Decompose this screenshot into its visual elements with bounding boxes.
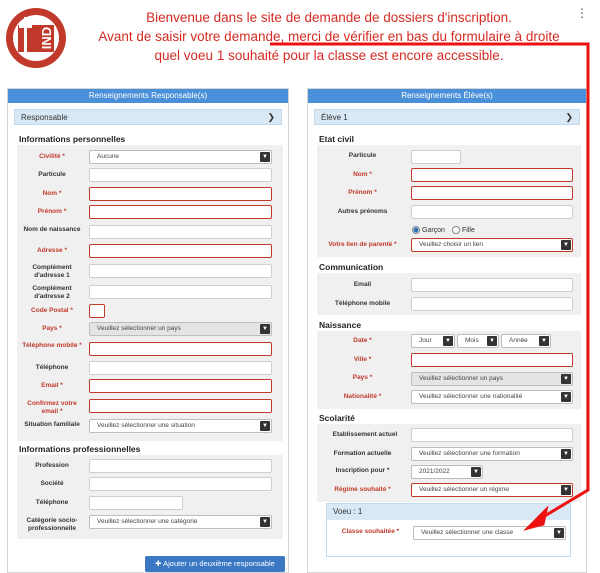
radio-selected-icon	[412, 226, 420, 234]
fille-label: Fille	[462, 226, 475, 234]
classe-select[interactable]	[413, 526, 566, 540]
chevron-down-icon[interactable]: ❯	[267, 112, 275, 122]
nationalite-select[interactable]	[411, 390, 573, 404]
inscription-select[interactable]	[411, 465, 483, 479]
eleve-pays-label: Pays *	[352, 374, 373, 381]
nom-input[interactable]	[89, 187, 272, 201]
situation-select[interactable]	[89, 419, 272, 433]
particule-label: Particule	[38, 171, 66, 178]
dropdown-arrow-icon: ▼	[260, 152, 270, 162]
eleve-panel-title: Renseignements Élève(s)	[308, 89, 586, 103]
dropdown-arrow-icon: ▼	[561, 374, 571, 384]
dropdown-arrow-icon: ▼	[260, 324, 270, 334]
prenom-label: Prénom *	[37, 208, 67, 215]
dropdown-arrow-icon: ▼	[561, 449, 571, 459]
situation-label: Situation familiale	[24, 421, 80, 428]
prenom-input[interactable]	[89, 205, 272, 219]
adresse-label: Adresse *	[37, 247, 67, 254]
autres-prenoms-label: Autres prénoms	[337, 208, 388, 215]
adresse-input[interactable]	[89, 244, 272, 258]
telephone-label: Téléphone	[35, 364, 69, 371]
pro-telephone-input[interactable]	[89, 496, 183, 510]
nom-label: Nom *	[42, 190, 62, 197]
autres-prenoms-input[interactable]	[411, 205, 573, 219]
civilite-select[interactable]	[89, 150, 272, 164]
eleve-tel-label: Téléphone mobile	[334, 300, 391, 307]
mois-value: Mois	[465, 337, 479, 344]
eleve-nom-input[interactable]	[411, 168, 573, 182]
dropdown-arrow-icon: ▼	[554, 528, 564, 538]
eleve-email-label: Email	[353, 281, 372, 288]
dropdown-arrow-icon: ▼	[539, 336, 549, 346]
telephone-input[interactable]	[89, 361, 272, 375]
code-postal-label: Code Postal *	[31, 307, 73, 314]
complement1-input[interactable]	[89, 264, 272, 278]
formation-select[interactable]	[411, 447, 573, 461]
pays-label: Pays *	[42, 325, 62, 332]
notice-line-2: Avant de saisir votre demande, merci de vérifier en bas du formulaire à droite	[98, 29, 560, 44]
tel-mobile-input[interactable]	[89, 342, 272, 356]
date-label: Date *	[353, 337, 372, 344]
annee-select[interactable]	[501, 334, 551, 348]
responsable-panel-title: Renseignements Responsable(s)	[8, 89, 288, 103]
pays-select[interactable]	[89, 322, 272, 336]
formation-value: Veuillez sélectionner une formation	[419, 450, 520, 457]
dropdown-arrow-icon: ▼	[561, 485, 571, 495]
tel-mobile-label: Téléphone mobile *	[22, 342, 82, 349]
scolarite-title: Scolarité	[319, 413, 355, 423]
eleve-particule-label: Particule	[348, 152, 377, 159]
formation-label: Formation actuelle	[333, 450, 392, 457]
eleve-tel-input[interactable]	[411, 297, 573, 311]
inscription-label: Inscription pour *	[335, 467, 390, 474]
complement2-input[interactable]	[89, 285, 272, 299]
eleve-subheader[interactable]	[314, 109, 580, 125]
dropdown-arrow-icon: ▼	[260, 421, 270, 431]
chevron-down-icon[interactable]: ❯	[565, 112, 573, 122]
nom-naissance-input[interactable]	[89, 225, 272, 239]
complement2-label: Complément d'adresse 2	[32, 285, 72, 300]
code-postal-input[interactable]	[89, 304, 105, 318]
radio-fille[interactable]	[452, 226, 475, 234]
regime-label: Régime souhaité *	[334, 486, 391, 493]
etat-civil-title: Etat civil	[319, 134, 354, 144]
add-responsable-button[interactable]	[145, 556, 285, 572]
more-options-icon[interactable]: ⋮	[576, 6, 588, 20]
annee-value: Année	[509, 337, 528, 344]
categorie-value: Veuillez sélectionner une catégorie	[97, 518, 198, 525]
etablissement-label: Etablissement actuel	[332, 431, 398, 438]
responsable-subheader[interactable]	[14, 109, 282, 125]
jour-select[interactable]	[411, 334, 455, 348]
communication-title: Communication	[319, 262, 384, 272]
regime-select[interactable]	[411, 483, 573, 497]
civilite-value: Aucune	[97, 153, 120, 160]
naissance-title: Naissance	[319, 320, 362, 330]
dropdown-arrow-icon: ▼	[471, 467, 481, 477]
pro-info-title: Informations professionnelles	[19, 444, 141, 454]
situation-value: Veuillez sélectionner une situation	[97, 422, 195, 429]
categorie-select[interactable]	[89, 515, 272, 529]
particule-input[interactable]	[89, 168, 272, 182]
profession-input[interactable]	[89, 459, 272, 473]
etablissement-input[interactable]	[411, 428, 573, 442]
radio-garcon[interactable]	[412, 226, 445, 234]
eleve-particule-input[interactable]	[411, 150, 461, 164]
garcon-label: Garçon	[422, 226, 445, 234]
mois-select[interactable]	[457, 334, 499, 348]
jour-value: Jour	[419, 337, 432, 344]
pro-telephone-label: Téléphone	[35, 499, 69, 506]
eleve-email-input[interactable]	[411, 278, 573, 292]
nationalite-value: Veuillez sélectionner une nationalité	[419, 393, 523, 400]
nationalite-label: Nationalité *	[343, 393, 382, 400]
email-input[interactable]	[89, 379, 272, 393]
ville-input[interactable]	[411, 353, 573, 367]
eleve-pays-value: Veuillez sélectionner un pays	[419, 375, 503, 382]
plus-icon: ✚	[155, 559, 164, 568]
dropdown-arrow-icon: ▼	[443, 336, 453, 346]
radio-empty-icon	[452, 226, 460, 234]
ville-label: Ville *	[353, 356, 372, 363]
eleve-pays-select[interactable]	[411, 372, 573, 386]
lien-value: Veuillez choisir un lien	[419, 241, 483, 248]
eleve-nom-label: Nom *	[353, 171, 372, 178]
regime-value: Veuillez sélectionner un régime	[419, 486, 509, 493]
responsable-subheader-label: Responsable	[21, 113, 68, 122]
profession-label: Profession	[35, 462, 69, 469]
confirm-email-label: Confirmez votre email *	[27, 400, 77, 415]
add-responsable-label: Ajouter un deuxième responsable	[163, 559, 275, 568]
categorie-label: Catégorie socio-professionnelle	[26, 517, 78, 532]
eleve-prenom-label: Prénom *	[348, 189, 377, 196]
welcome-notice	[68, 8, 590, 65]
dropdown-arrow-icon: ▼	[561, 392, 571, 402]
inscription-value: 2021/2022	[419, 468, 450, 475]
dropdown-arrow-icon: ▼	[561, 240, 571, 250]
civilite-label: Civilité *	[39, 153, 65, 160]
school-logo	[5, 5, 67, 71]
email-label: Email *	[41, 382, 63, 389]
notice-line-1: Bienvenue dans le site de demande de dossiers d'inscription.	[146, 10, 512, 25]
societe-label: Société	[40, 480, 64, 487]
personal-info-title: Informations personnelles	[19, 134, 126, 144]
eleve-prenom-input[interactable]	[411, 186, 573, 200]
pays-value: Veuillez sélectionner un pays	[97, 325, 181, 332]
eleve-subheader-label: Élève 1	[321, 113, 348, 122]
voeu-1-header: Voeu : 1	[327, 504, 570, 520]
dropdown-arrow-icon: ▼	[487, 336, 497, 346]
societe-input[interactable]	[89, 477, 272, 491]
lien-label: Votre lien de parenté *	[328, 241, 397, 248]
notice-line-3: quel voeu 1 souhaité pour la classe est encore accessible.	[154, 48, 504, 63]
dropdown-arrow-icon: ▼	[260, 517, 270, 527]
lien-select[interactable]	[411, 238, 573, 252]
confirm-email-input[interactable]	[89, 399, 272, 413]
nom-naissance-label: Nom de naissance	[23, 226, 81, 233]
svg-text:IND: IND	[39, 26, 54, 50]
classe-value: Veuillez sélectionner une classe	[421, 529, 514, 536]
complement1-label: Complément d'adresse 1	[32, 264, 72, 279]
classe-label: Classe souhaitée *	[341, 528, 400, 535]
